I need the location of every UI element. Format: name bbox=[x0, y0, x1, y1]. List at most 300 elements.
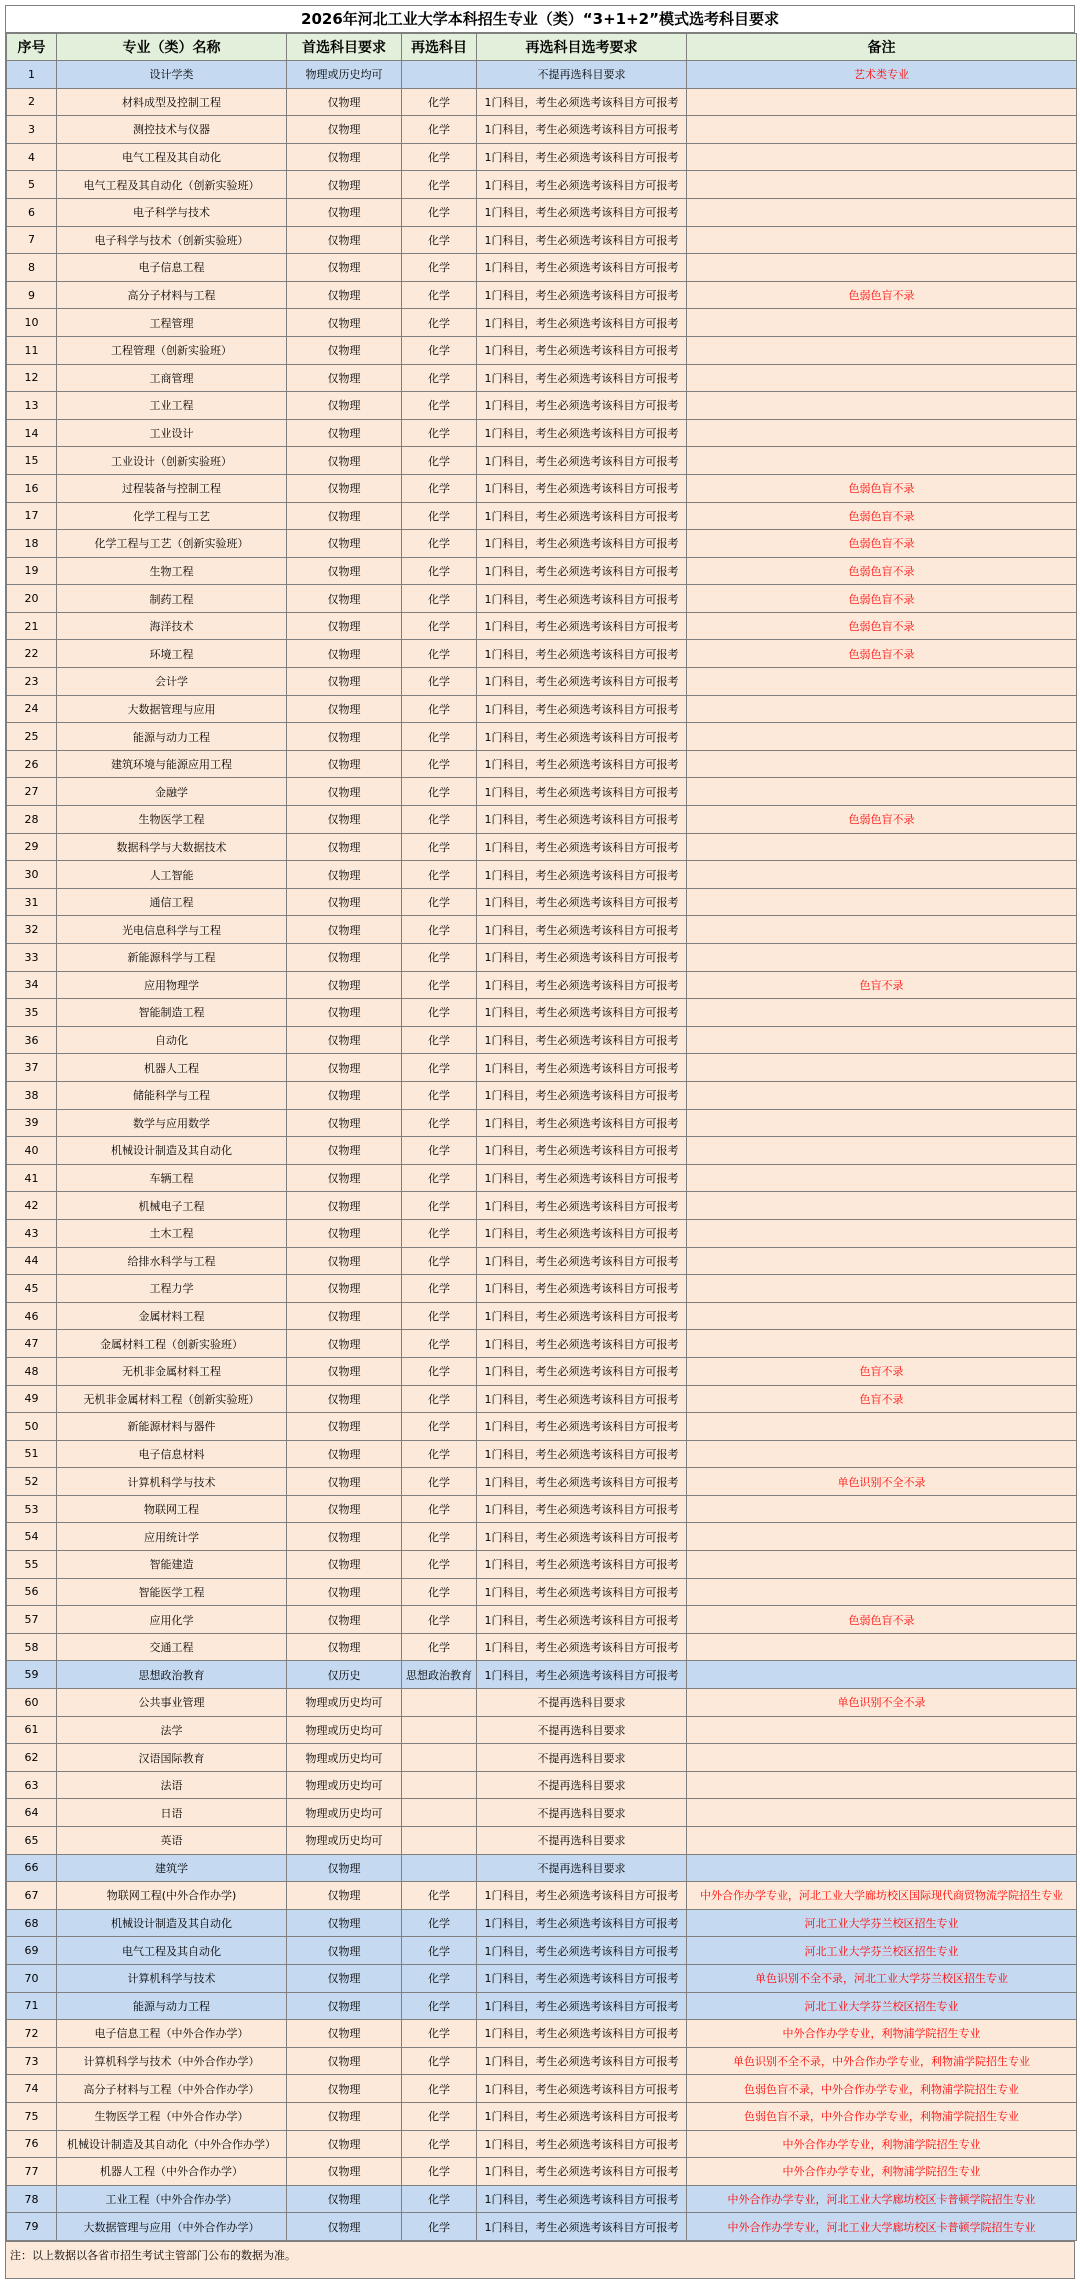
cell-second-requirement: 1门科目，考生必须选考该科目方可报考 bbox=[477, 1054, 687, 1082]
table-row bbox=[7, 1219, 1077, 1247]
cell-name: 环境工程 bbox=[57, 640, 287, 668]
cell-no: 57 bbox=[7, 1606, 57, 1634]
table-row bbox=[7, 1799, 1077, 1827]
cell-first-subject: 仅物理 bbox=[287, 198, 402, 226]
cell-no: 59 bbox=[7, 1661, 57, 1689]
cell-no: 44 bbox=[7, 1247, 57, 1275]
cell-first-subject: 仅物理 bbox=[287, 502, 402, 530]
table-row bbox=[7, 309, 1077, 337]
cell-no: 58 bbox=[7, 1633, 57, 1661]
table-row bbox=[7, 557, 1077, 585]
cell-no: 6 bbox=[7, 198, 57, 226]
cell-note bbox=[687, 1164, 1077, 1192]
cell-second-requirement: 1门科目，考生必须选考该科目方可报考 bbox=[477, 1081, 687, 1109]
header-no: 序号 bbox=[7, 34, 57, 61]
table-row bbox=[7, 1744, 1077, 1772]
table-row bbox=[7, 474, 1077, 502]
cell-no: 62 bbox=[7, 1744, 57, 1772]
table-row bbox=[7, 1854, 1077, 1882]
cell-note bbox=[687, 198, 1077, 226]
cell-name: 通信工程 bbox=[57, 888, 287, 916]
cell-note: 色弱色盲不录，中外合作办学专业，利物浦学院招生专业 bbox=[687, 2102, 1077, 2130]
table-row bbox=[7, 2185, 1077, 2213]
cell-second-requirement: 1门科目，考生必须选考该科目方可报考 bbox=[477, 2185, 687, 2213]
cell-no: 17 bbox=[7, 502, 57, 530]
cell-note bbox=[687, 1109, 1077, 1137]
cell-name: 应用化学 bbox=[57, 1606, 287, 1634]
cell-second-requirement: 1门科目，考生必须选考该科目方可报考 bbox=[477, 392, 687, 420]
cell-note bbox=[687, 861, 1077, 889]
cell-second-requirement: 1门科目，考生必须选考该科目方可报考 bbox=[477, 364, 687, 392]
cell-name: 物联网工程 bbox=[57, 1495, 287, 1523]
cell-no: 43 bbox=[7, 1219, 57, 1247]
cell-second-requirement: 1门科目，考生必须选考该科目方可报考 bbox=[477, 198, 687, 226]
cell-name: 新能源科学与工程 bbox=[57, 944, 287, 972]
cell-first-subject: 仅物理 bbox=[287, 1247, 402, 1275]
cell-no: 8 bbox=[7, 254, 57, 282]
cell-note bbox=[687, 1633, 1077, 1661]
table-row bbox=[7, 640, 1077, 668]
cell-first-subject: 仅物理 bbox=[287, 2158, 402, 2186]
table-row bbox=[7, 695, 1077, 723]
cell-second-subject: 化学 bbox=[402, 2185, 477, 2213]
cell-name: 应用物理学 bbox=[57, 971, 287, 999]
cell-name: 数学与应用数学 bbox=[57, 1109, 287, 1137]
table-row bbox=[7, 2047, 1077, 2075]
cell-note bbox=[687, 1275, 1077, 1303]
cell-name: 建筑环境与能源应用工程 bbox=[57, 750, 287, 778]
table-row bbox=[7, 1689, 1077, 1717]
cell-note: 河北工业大学芬兰校区招生专业 bbox=[687, 1909, 1077, 1937]
cell-note: 色弱色盲不录 bbox=[687, 281, 1077, 309]
cell-note bbox=[687, 1495, 1077, 1523]
cell-name: 电气工程及其自动化 bbox=[57, 143, 287, 171]
cell-no: 63 bbox=[7, 1771, 57, 1799]
cell-no: 21 bbox=[7, 612, 57, 640]
cell-first-subject: 仅物理 bbox=[287, 419, 402, 447]
cell-second-subject: 化学 bbox=[402, 861, 477, 889]
table-row bbox=[7, 1661, 1077, 1689]
table-row bbox=[7, 1495, 1077, 1523]
table-row bbox=[7, 1247, 1077, 1275]
cell-note bbox=[687, 336, 1077, 364]
cell-first-subject: 仅物理 bbox=[287, 2047, 402, 2075]
cell-second-requirement: 1门科目，考生必须选考该科目方可报考 bbox=[477, 171, 687, 199]
cell-no: 4 bbox=[7, 143, 57, 171]
table-row bbox=[7, 1440, 1077, 1468]
cell-second-requirement: 1门科目，考生必须选考该科目方可报考 bbox=[477, 1992, 687, 2020]
cell-name: 金属材料工程 bbox=[57, 1302, 287, 1330]
cell-second-requirement: 1门科目，考生必须选考该科目方可报考 bbox=[477, 419, 687, 447]
cell-second-requirement: 1门科目，考生必须选考该科目方可报考 bbox=[477, 668, 687, 696]
table-row bbox=[7, 750, 1077, 778]
cell-name: 建筑学 bbox=[57, 1854, 287, 1882]
cell-second-requirement: 1门科目，考生必须选考该科目方可报考 bbox=[477, 254, 687, 282]
cell-no: 19 bbox=[7, 557, 57, 585]
cell-no: 51 bbox=[7, 1440, 57, 1468]
cell-note bbox=[687, 944, 1077, 972]
cell-second-requirement: 1门科目，考生必须选考该科目方可报考 bbox=[477, 1633, 687, 1661]
cell-first-subject: 仅物理 bbox=[287, 309, 402, 337]
cell-first-subject: 仅物理 bbox=[287, 1964, 402, 1992]
cell-name: 材料成型及控制工程 bbox=[57, 88, 287, 116]
cell-note: 中外合作办学专业，利物浦学院招生专业 bbox=[687, 2158, 1077, 2186]
cell-second-requirement: 1门科目，考生必须选考该科目方可报考 bbox=[477, 2213, 687, 2241]
cell-second-requirement: 1门科目，考生必须选考该科目方可报考 bbox=[477, 1026, 687, 1054]
cell-first-subject: 仅物理 bbox=[287, 1357, 402, 1385]
cell-name: 数据科学与大数据技术 bbox=[57, 833, 287, 861]
cell-first-subject: 仅物理 bbox=[287, 474, 402, 502]
cell-note: 中外合作办学专业，利物浦学院招生专业 bbox=[687, 2130, 1077, 2158]
cell-no: 7 bbox=[7, 226, 57, 254]
cell-name: 储能科学与工程 bbox=[57, 1081, 287, 1109]
table-body bbox=[7, 61, 1077, 2241]
cell-note: 色盲不录 bbox=[687, 1357, 1077, 1385]
cell-name: 大数据管理与应用 bbox=[57, 695, 287, 723]
cell-note bbox=[687, 171, 1077, 199]
cell-second-requirement: 1门科目，考生必须选考该科目方可报考 bbox=[477, 1882, 687, 1910]
cell-note: 色弱色盲不录 bbox=[687, 1606, 1077, 1634]
table-row bbox=[7, 1137, 1077, 1165]
cell-second-subject: 化学 bbox=[402, 1192, 477, 1220]
cell-second-requirement: 1门科目，考生必须选考该科目方可报考 bbox=[477, 750, 687, 778]
cell-first-subject: 仅物理 bbox=[287, 1219, 402, 1247]
cell-first-subject: 仅物理 bbox=[287, 530, 402, 558]
cell-name: 人工智能 bbox=[57, 861, 287, 889]
cell-name: 无机非金属材料工程 bbox=[57, 1357, 287, 1385]
cell-second-requirement: 1门科目，考生必须选考该科目方可报考 bbox=[477, 474, 687, 502]
cell-first-subject: 仅物理 bbox=[287, 1192, 402, 1220]
cell-second-requirement: 1门科目，考生必须选考该科目方可报考 bbox=[477, 1413, 687, 1441]
cell-second-subject: 化学 bbox=[402, 1247, 477, 1275]
cell-second-requirement: 1门科目，考生必须选考该科目方可报考 bbox=[477, 1578, 687, 1606]
cell-no: 48 bbox=[7, 1357, 57, 1385]
cell-second-subject: 化学 bbox=[402, 1440, 477, 1468]
cell-second-subject: 化学 bbox=[402, 1495, 477, 1523]
table-row bbox=[7, 254, 1077, 282]
cell-note bbox=[687, 226, 1077, 254]
cell-second-subject bbox=[402, 1716, 477, 1744]
table-row bbox=[7, 916, 1077, 944]
cell-first-subject: 仅物理 bbox=[287, 364, 402, 392]
cell-note bbox=[687, 1744, 1077, 1772]
cell-first-subject: 仅物理 bbox=[287, 1330, 402, 1358]
cell-no: 2 bbox=[7, 88, 57, 116]
cell-first-subject: 仅物理 bbox=[287, 888, 402, 916]
cell-name: 法语 bbox=[57, 1771, 287, 1799]
cell-second-subject: 化学 bbox=[402, 502, 477, 530]
cell-note: 中外合作办学专业，河北工业大学廊坊校区卡普顿学院招生专业 bbox=[687, 2185, 1077, 2213]
cell-name: 机械设计制造及其自动化 bbox=[57, 1909, 287, 1937]
cell-note bbox=[687, 1413, 1077, 1441]
cell-first-subject: 仅物理 bbox=[287, 916, 402, 944]
cell-second-requirement: 1门科目，考生必须选考该科目方可报考 bbox=[477, 585, 687, 613]
cell-no: 56 bbox=[7, 1578, 57, 1606]
cell-name: 新能源材料与器件 bbox=[57, 1413, 287, 1441]
cell-second-subject: 化学 bbox=[402, 916, 477, 944]
cell-first-subject: 仅物理 bbox=[287, 1606, 402, 1634]
cell-second-subject: 化学 bbox=[402, 2102, 477, 2130]
cell-second-subject: 化学 bbox=[402, 1330, 477, 1358]
cell-note: 中外合作办学专业，利物浦学院招生专业 bbox=[687, 2020, 1077, 2048]
table-row bbox=[7, 833, 1077, 861]
cell-name: 计算机科学与技术 bbox=[57, 1964, 287, 1992]
cell-second-requirement: 1门科目，考生必须选考该科目方可报考 bbox=[477, 1192, 687, 1220]
cell-note: 色弱色盲不录 bbox=[687, 806, 1077, 834]
table-row bbox=[7, 1909, 1077, 1937]
cell-note bbox=[687, 88, 1077, 116]
cell-first-subject: 仅物理 bbox=[287, 1109, 402, 1137]
cell-note bbox=[687, 1523, 1077, 1551]
cell-note bbox=[687, 309, 1077, 337]
table-row bbox=[7, 1330, 1077, 1358]
table-row bbox=[7, 2158, 1077, 2186]
cell-note: 色弱色盲不录 bbox=[687, 530, 1077, 558]
cell-name: 智能制造工程 bbox=[57, 999, 287, 1027]
cell-note: 单色识别不全不录 bbox=[687, 1689, 1077, 1717]
cell-second-requirement: 1门科目，考生必须选考该科目方可报考 bbox=[477, 447, 687, 475]
cell-no: 61 bbox=[7, 1716, 57, 1744]
cell-note bbox=[687, 392, 1077, 420]
cell-name: 电气工程及其自动化（创新实验班） bbox=[57, 171, 287, 199]
cell-note bbox=[687, 1440, 1077, 1468]
table-row bbox=[7, 1164, 1077, 1192]
cell-first-subject: 仅物理 bbox=[287, 640, 402, 668]
table-row bbox=[7, 723, 1077, 751]
cell-second-subject: 化学 bbox=[402, 1219, 477, 1247]
cell-no: 73 bbox=[7, 2047, 57, 2075]
cell-no: 5 bbox=[7, 171, 57, 199]
cell-second-subject: 化学 bbox=[402, 1109, 477, 1137]
cell-no: 38 bbox=[7, 1081, 57, 1109]
table-row bbox=[7, 2130, 1077, 2158]
table-row bbox=[7, 171, 1077, 199]
cell-second-subject: 化学 bbox=[402, 668, 477, 696]
cell-first-subject: 物理或历史均可 bbox=[287, 61, 402, 89]
cell-first-subject: 仅物理 bbox=[287, 612, 402, 640]
header-first-subject: 首选科目要求 bbox=[287, 34, 402, 61]
header-second-requirement: 再选科目选考要求 bbox=[477, 34, 687, 61]
cell-note bbox=[687, 1330, 1077, 1358]
cell-note bbox=[687, 116, 1077, 144]
table-row bbox=[7, 1882, 1077, 1910]
table-row bbox=[7, 198, 1077, 226]
cell-first-subject: 仅物理 bbox=[287, 1495, 402, 1523]
table-row bbox=[7, 88, 1077, 116]
cell-second-requirement: 1门科目，考生必须选考该科目方可报考 bbox=[477, 143, 687, 171]
cell-second-requirement: 1门科目，考生必须选考该科目方可报考 bbox=[477, 1937, 687, 1965]
cell-second-subject: 化学 bbox=[402, 695, 477, 723]
cell-first-subject: 仅物理 bbox=[287, 778, 402, 806]
cell-first-subject: 仅物理 bbox=[287, 171, 402, 199]
cell-no: 22 bbox=[7, 640, 57, 668]
cell-first-subject: 物理或历史均可 bbox=[287, 1744, 402, 1772]
cell-note: 单色识别不全不录，河北工业大学芬兰校区招生专业 bbox=[687, 1964, 1077, 1992]
cell-name: 土木工程 bbox=[57, 1219, 287, 1247]
cell-note bbox=[687, 1661, 1077, 1689]
cell-first-subject: 仅物理 bbox=[287, 116, 402, 144]
cell-no: 45 bbox=[7, 1275, 57, 1303]
cell-no: 40 bbox=[7, 1137, 57, 1165]
cell-note: 中外合作办学专业，河北工业大学廊坊校区国际现代商贸物流学院招生专业 bbox=[687, 1882, 1077, 1910]
cell-note bbox=[687, 1054, 1077, 1082]
cell-note: 河北工业大学芬兰校区招生专业 bbox=[687, 1992, 1077, 2020]
cell-second-requirement: 1门科目，考生必须选考该科目方可报考 bbox=[477, 1551, 687, 1579]
table-row bbox=[7, 1357, 1077, 1385]
cell-note bbox=[687, 723, 1077, 751]
cell-no: 74 bbox=[7, 2075, 57, 2103]
cell-no: 32 bbox=[7, 916, 57, 944]
table-row bbox=[7, 612, 1077, 640]
cell-first-subject: 仅物理 bbox=[287, 557, 402, 585]
cell-second-requirement: 1门科目，考生必须选考该科目方可报考 bbox=[477, 1468, 687, 1496]
cell-second-requirement: 1门科目，考生必须选考该科目方可报考 bbox=[477, 1909, 687, 1937]
cell-second-subject: 化学 bbox=[402, 1357, 477, 1385]
cell-first-subject: 仅物理 bbox=[287, 1882, 402, 1910]
cell-no: 36 bbox=[7, 1026, 57, 1054]
cell-first-subject: 物理或历史均可 bbox=[287, 1827, 402, 1855]
table-row bbox=[7, 1827, 1077, 1855]
cell-second-requirement: 1门科目，考生必须选考该科目方可报考 bbox=[477, 2075, 687, 2103]
cell-first-subject: 仅物理 bbox=[287, 1413, 402, 1441]
table-row bbox=[7, 1992, 1077, 2020]
cell-second-subject: 化学 bbox=[402, 392, 477, 420]
footer-note: 注：以上数据以各省市招生考试主管部门公布的数据为准。 bbox=[6, 2241, 1074, 2268]
cell-note bbox=[687, 888, 1077, 916]
cell-note bbox=[687, 695, 1077, 723]
cell-note bbox=[687, 1551, 1077, 1579]
cell-second-subject: 化学 bbox=[402, 1523, 477, 1551]
table-row bbox=[7, 778, 1077, 806]
cell-second-subject bbox=[402, 1799, 477, 1827]
cell-second-requirement: 1门科目，考生必须选考该科目方可报考 bbox=[477, 806, 687, 834]
table-row bbox=[7, 502, 1077, 530]
cell-no: 11 bbox=[7, 336, 57, 364]
cell-name: 金属材料工程（创新实验班） bbox=[57, 1330, 287, 1358]
cell-second-subject: 化学 bbox=[402, 999, 477, 1027]
cell-second-subject: 化学 bbox=[402, 2158, 477, 2186]
table-row bbox=[7, 2020, 1077, 2048]
cell-second-subject: 化学 bbox=[402, 750, 477, 778]
table-row bbox=[7, 1578, 1077, 1606]
cell-second-requirement: 1门科目，考生必须选考该科目方可报考 bbox=[477, 1137, 687, 1165]
cell-no: 14 bbox=[7, 419, 57, 447]
cell-name: 无机非金属材料工程（创新实验班） bbox=[57, 1385, 287, 1413]
cell-name: 公共事业管理 bbox=[57, 1689, 287, 1717]
cell-second-requirement: 1门科目，考生必须选考该科目方可报考 bbox=[477, 1661, 687, 1689]
cell-note: 色弱色盲不录 bbox=[687, 585, 1077, 613]
cell-second-subject: 化学 bbox=[402, 2075, 477, 2103]
cell-note bbox=[687, 833, 1077, 861]
cell-second-requirement: 不提再选科目要求 bbox=[477, 1744, 687, 1772]
cell-first-subject: 仅物理 bbox=[287, 1164, 402, 1192]
cell-second-requirement: 不提再选科目要求 bbox=[477, 61, 687, 89]
cell-second-subject: 化学 bbox=[402, 364, 477, 392]
cell-name: 电子科学与技术 bbox=[57, 198, 287, 226]
cell-no: 37 bbox=[7, 1054, 57, 1082]
cell-second-requirement: 1门科目，考生必须选考该科目方可报考 bbox=[477, 2102, 687, 2130]
cell-no: 15 bbox=[7, 447, 57, 475]
cell-name: 自动化 bbox=[57, 1026, 287, 1054]
cell-second-subject: 化学 bbox=[402, 530, 477, 558]
cell-name: 工业设计（创新实验班） bbox=[57, 447, 287, 475]
cell-no: 31 bbox=[7, 888, 57, 916]
cell-first-subject: 仅物理 bbox=[287, 750, 402, 778]
cell-second-subject: 化学 bbox=[402, 1302, 477, 1330]
cell-second-subject bbox=[402, 1771, 477, 1799]
cell-first-subject: 仅物理 bbox=[287, 1937, 402, 1965]
cell-first-subject: 仅物理 bbox=[287, 2075, 402, 2103]
cell-name: 电气工程及其自动化 bbox=[57, 1937, 287, 1965]
cell-name: 光电信息科学与工程 bbox=[57, 916, 287, 944]
cell-first-subject: 仅物理 bbox=[287, 447, 402, 475]
cell-first-subject: 仅物理 bbox=[287, 392, 402, 420]
cell-name: 会计学 bbox=[57, 668, 287, 696]
cell-name: 工程管理 bbox=[57, 309, 287, 337]
cell-no: 54 bbox=[7, 1523, 57, 1551]
cell-first-subject: 仅物理 bbox=[287, 1992, 402, 2020]
cell-no: 69 bbox=[7, 1937, 57, 1965]
cell-second-subject: 化学 bbox=[402, 806, 477, 834]
cell-second-subject: 化学 bbox=[402, 1468, 477, 1496]
cell-second-subject bbox=[402, 1854, 477, 1882]
cell-first-subject: 仅物理 bbox=[287, 1551, 402, 1579]
table-row bbox=[7, 668, 1077, 696]
cell-name: 工程管理（创新实验班） bbox=[57, 336, 287, 364]
cell-second-requirement: 1门科目，考生必须选考该科目方可报考 bbox=[477, 1495, 687, 1523]
cell-name: 车辆工程 bbox=[57, 1164, 287, 1192]
cell-second-requirement: 1门科目，考生必须选考该科目方可报考 bbox=[477, 971, 687, 999]
cell-no: 18 bbox=[7, 530, 57, 558]
cell-name: 思想政治教育 bbox=[57, 1661, 287, 1689]
cell-name: 能源与动力工程 bbox=[57, 723, 287, 751]
header-second-subject: 再选科目 bbox=[402, 34, 477, 61]
cell-second-requirement: 1门科目，考生必须选考该科目方可报考 bbox=[477, 226, 687, 254]
cell-no: 27 bbox=[7, 778, 57, 806]
cell-note bbox=[687, 1854, 1077, 1882]
cell-name: 电子信息工程 bbox=[57, 254, 287, 282]
cell-no: 47 bbox=[7, 1330, 57, 1358]
cell-second-subject: 化学 bbox=[402, 944, 477, 972]
cell-second-subject: 化学 bbox=[402, 1882, 477, 1910]
cell-no: 72 bbox=[7, 2020, 57, 2048]
cell-name: 物联网工程(中外合作办学) bbox=[57, 1882, 287, 1910]
table-row bbox=[7, 447, 1077, 475]
cell-second-subject: 化学 bbox=[402, 474, 477, 502]
table-row bbox=[7, 1964, 1077, 1992]
cell-first-subject: 仅物理 bbox=[287, 1440, 402, 1468]
cell-no: 71 bbox=[7, 1992, 57, 2020]
cell-name: 计算机科学与技术（中外合作办学） bbox=[57, 2047, 287, 2075]
cell-first-subject: 仅历史 bbox=[287, 1661, 402, 1689]
cell-second-subject: 化学 bbox=[402, 1606, 477, 1634]
cell-second-requirement: 1门科目，考生必须选考该科目方可报考 bbox=[477, 1330, 687, 1358]
cell-name: 机器人工程（中外合作办学） bbox=[57, 2158, 287, 2186]
cell-name: 电子信息材料 bbox=[57, 1440, 287, 1468]
cell-second-requirement: 1门科目，考生必须选考该科目方可报考 bbox=[477, 309, 687, 337]
cell-first-subject: 仅物理 bbox=[287, 226, 402, 254]
cell-no: 20 bbox=[7, 585, 57, 613]
cell-name: 生物工程 bbox=[57, 557, 287, 585]
cell-name: 交通工程 bbox=[57, 1633, 287, 1661]
cell-second-subject: 化学 bbox=[402, 778, 477, 806]
cell-first-subject: 仅物理 bbox=[287, 2130, 402, 2158]
cell-name: 智能医学工程 bbox=[57, 1578, 287, 1606]
cell-second-requirement: 1门科目，考生必须选考该科目方可报考 bbox=[477, 1219, 687, 1247]
cell-note bbox=[687, 1578, 1077, 1606]
table-row bbox=[7, 1302, 1077, 1330]
cell-second-subject: 化学 bbox=[402, 585, 477, 613]
